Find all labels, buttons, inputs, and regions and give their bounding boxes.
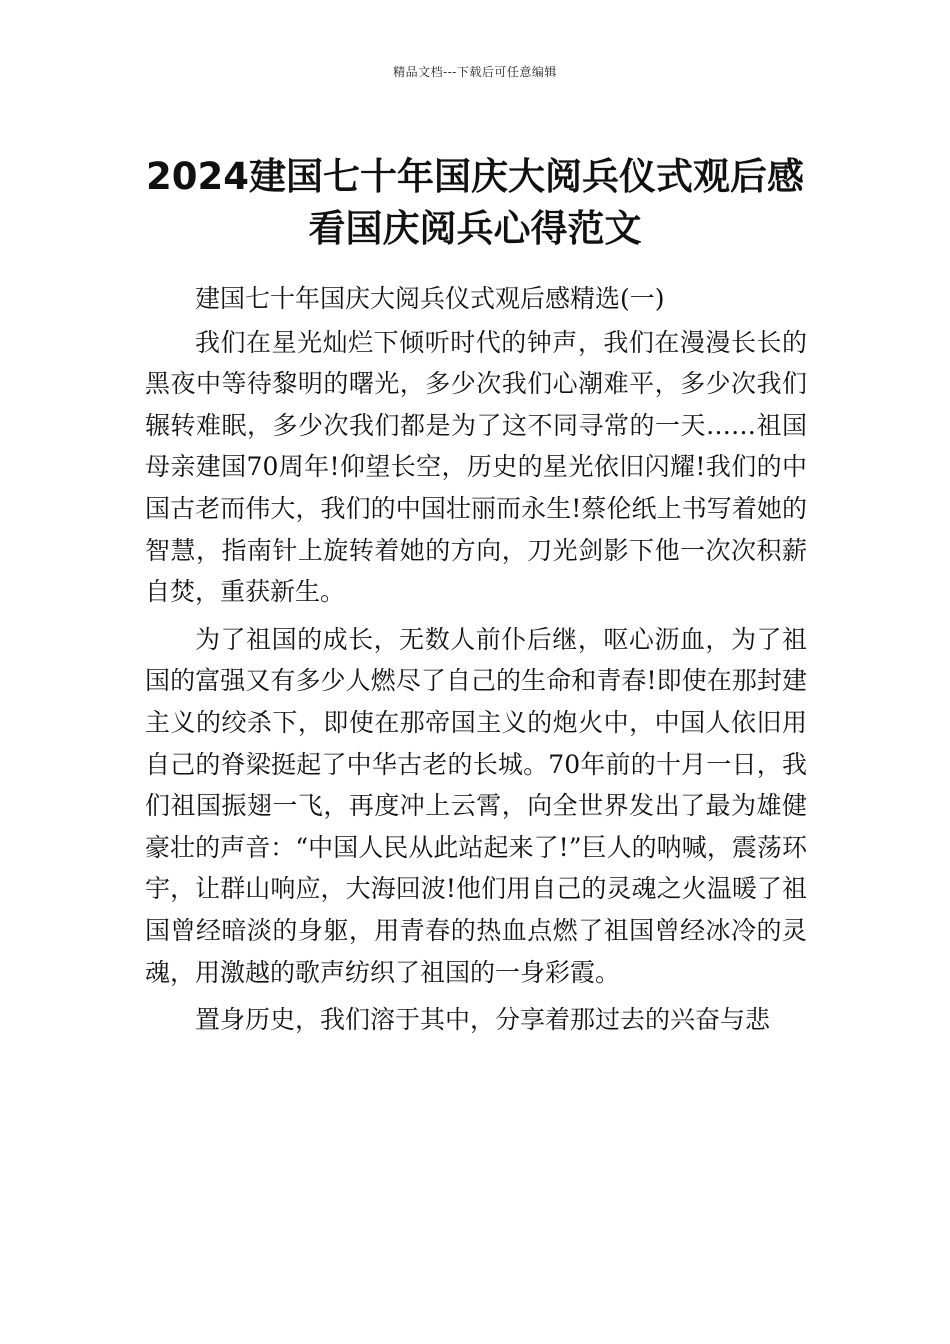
title-line-1: 2024建国七十年国庆大阅兵仪式观后感	[146, 154, 804, 198]
paragraph-2: 为了祖国的成长，无数人前仆后继，呕心沥血，为了祖国的富强又有多少人燃尽了自己的生命和青春!即使在那封建主义的绞杀下，即使在那帝国主义的炮火中，中国人依旧用自己的脊梁挺起了中华古老的长城。70年前的十月一日，我们祖国振翅一飞，再度冲上云霄，向全世界发出了最为雄健豪壮的声音：“中国人民从此站起来了!”巨人的呐喊，震荡环宇，让群山响应，大海回波!他们用自己的灵魂之火温暖了祖国曾经暗淡的身躯，用青春的热血点燃了祖国曾经冰冷的灵魂，用激越的歌声纺织了祖国的一身彩霞。	[145, 624, 807, 987]
document-title	[120, 151, 830, 255]
title-line-2: 看国庆阅兵心得范文	[308, 206, 642, 250]
paragraph-3: 置身历史，我们溶于其中，分享着那过去的兴奋与悲	[195, 1005, 771, 1035]
section-heading: 建国七十年国庆大阅兵仪式观后感精选(一)	[195, 284, 665, 313]
header-note: 精品文档---下载后可任意编辑	[393, 65, 557, 79]
paragraph-1: 我们在星光灿烂下倾听时代的钟声，我们在漫漫长长的黑夜中等待黎明的曙光，多少次我们心潮难平，多少次我们辗转难眠，多少次我们都是为了这不同寻常的一天……祖国母亲建国70周年!仰望长空，历史的星光依旧闪耀!我们的中国古老而伟大，我们的中国壮丽而永生!蔡伦纸上书写着她的智慧，指南针上旋转着她的方向，刀光剑影下他一次次积薪自焚，重获新生。	[145, 327, 807, 607]
document-body	[145, 278, 807, 1047]
